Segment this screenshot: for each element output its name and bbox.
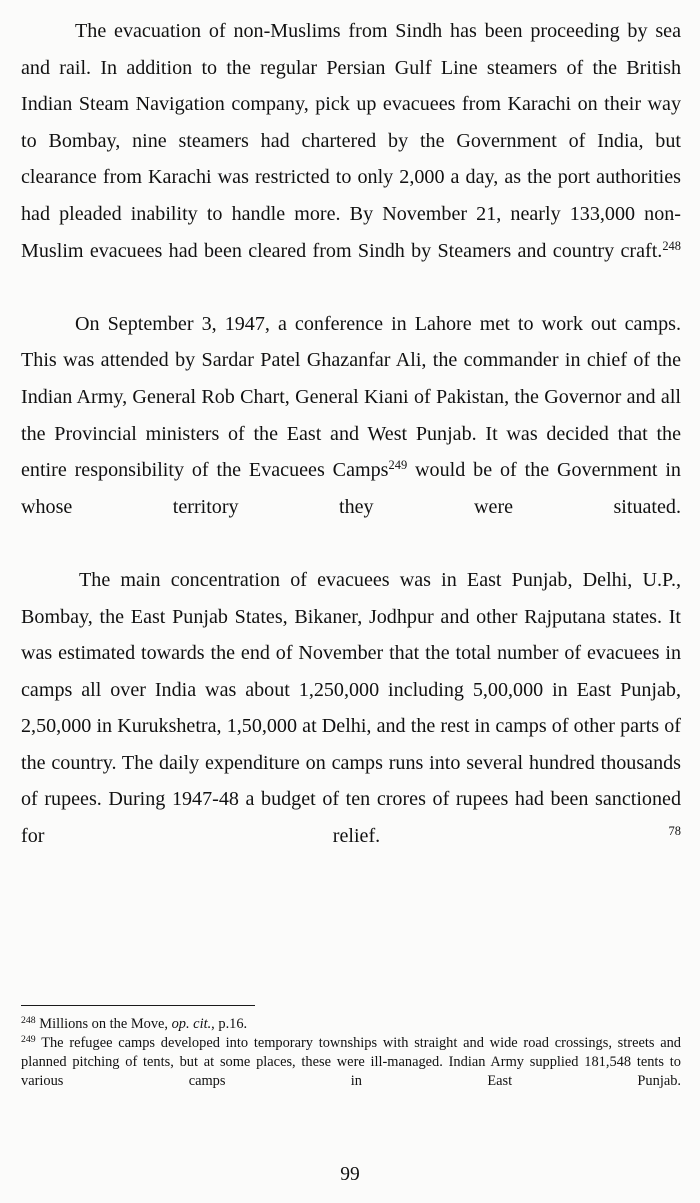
paragraph-1 — [21, 13, 681, 306]
footnote-248-text-tail: , p.16. — [211, 1016, 248, 1032]
page-number: 99 — [340, 1164, 360, 1185]
footnote-248 — [21, 1015, 681, 1034]
footnote-separator-rule — [21, 1005, 255, 1006]
paragraph-2 — [21, 306, 681, 562]
footnote-249-text: The refugee camps developed into temporary townships with straight and wide road crossings, streets and planned pitching of tents, but at some places, these were ill-managed. Indian Army supplied 181,548 tents to various camps in East Punjab. — [21, 1035, 681, 1090]
paragraph-2-text-tail: would be of the Government in whose territory they were situated. — [21, 459, 681, 518]
footnote-marker-249[interactable]: 249 — [388, 458, 408, 473]
footnote-249-marker: 249 — [21, 1034, 36, 1046]
footnote-area — [21, 1005, 681, 1110]
footnote-248-marker: 248 — [21, 1015, 36, 1027]
paragraph-1-text: The evacuation of non-Muslims from Sindh has been proceeding by sea and rail. In addition to the regular Persian Gulf Line steamers of the British Indian Steam Navigation company, pick up evacuees from Karachi on their way to Bombay, nine steamers had chartered by the Government of India, but clearance from Karachi was restricted to only 2,000 a day, as the port authorities had pleaded inability to handle more. By November 21, nearly 133,000 non-Muslim evacuees had been cleared from Sindh by Steamers and country craft. — [21, 20, 681, 262]
footnote-248-italic-opcit: op. cit. — [171, 1016, 212, 1032]
footnote-249 — [21, 1034, 681, 1110]
body-text-block — [21, 13, 681, 891]
paragraph-3-text: The main concentration of evacuees was in East Punjab, Delhi, U.P., Bombay, the East Punjab States, Bikaner, Jodhpur and other Rajputana states. It was estimated towards the end of November that the total number of evacuees in camps all over India was about 1,250,000 including 5,00,000 in East Punjab, 2,50,000 in Kurukshetra, 1,50,000 at Delhi, and the rest in camps of other parts of the country. The daily expenditure on camps runs into several hundred thousands of rupees. During 1947-48 a budget of ten crores of rupees had been sanctioned for relief. — [21, 568, 681, 848]
footnote-marker-248[interactable]: 248 — [662, 238, 681, 253]
footnote-248-text: Millions on the Move, — [39, 1016, 172, 1032]
paragraph-2-text: On September 3, 1947, a conference in Lahore met to work out camps. This was attended by Sardar Patel Ghazanfar Ali, the commander in chief of the Indian Army, General Rob Chart, General Kiani of Pakistan, the Governor and all the Provincial ministers of the East and West Punjab. It was decided that the entire responsibility of the Evacuees Camps — [21, 312, 681, 482]
footnote-marker-78[interactable]: 78 — [668, 824, 681, 839]
paragraph-3 — [21, 562, 681, 891]
